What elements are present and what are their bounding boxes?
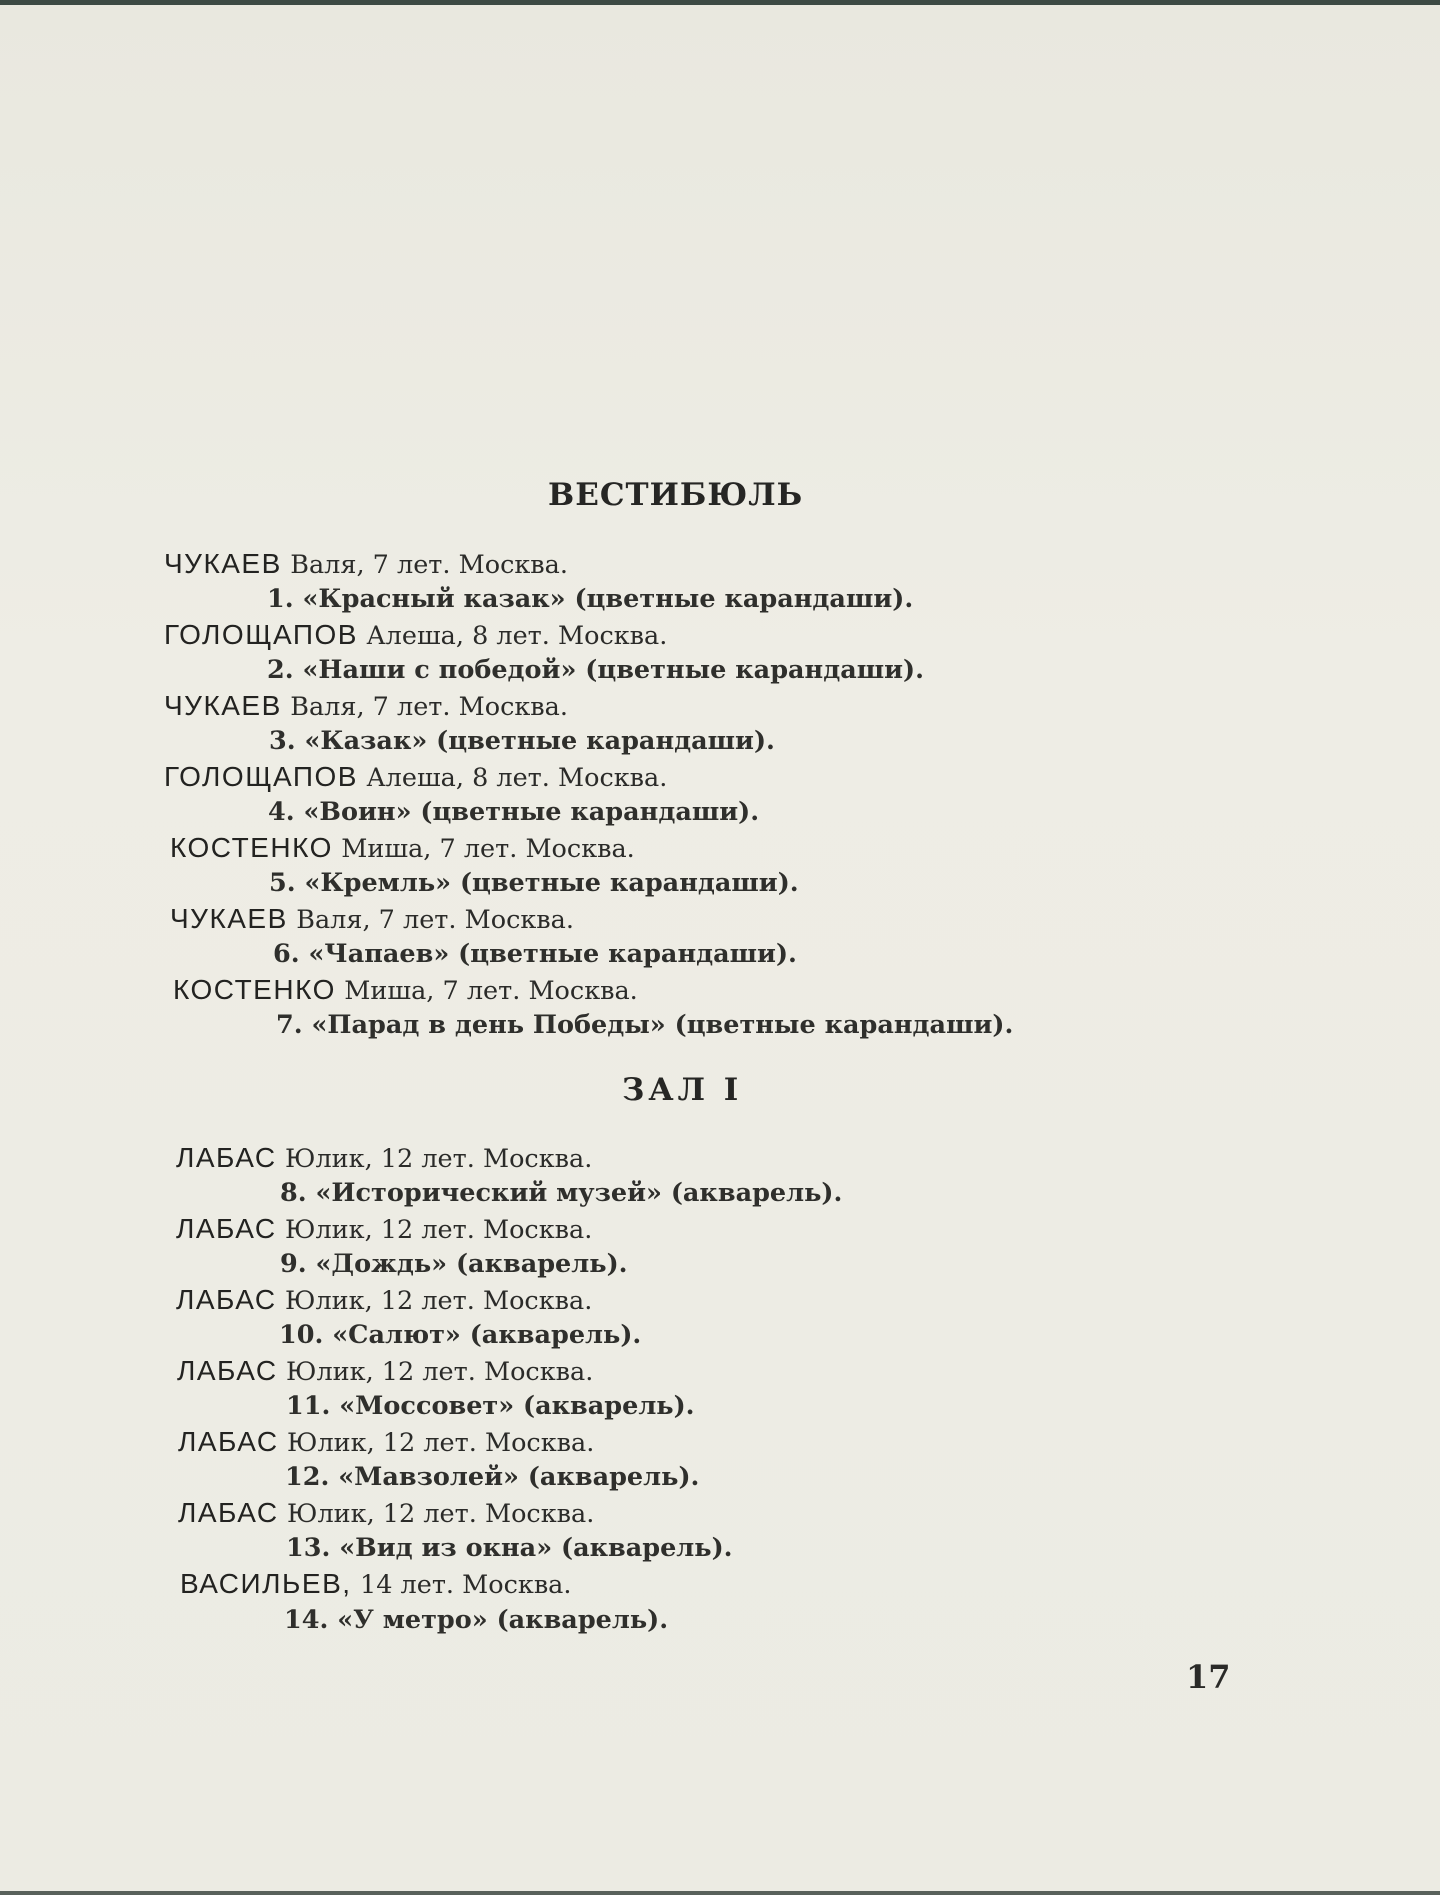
artwork-title: 2. «Наши с победой» (цветные карандаши). <box>267 655 924 685</box>
author-surname: ГОЛОЩАПОВ <box>164 761 358 792</box>
author-surname: ЛАБАС <box>176 1284 277 1315</box>
author-surname: ЧУКАЕВ <box>170 903 288 934</box>
author-line <box>180 1567 572 1602</box>
author-line <box>164 760 667 795</box>
author-details: Юлик, 12 лет. Москва. <box>285 1144 593 1174</box>
author-line <box>178 1496 594 1531</box>
author-line <box>176 1283 592 1318</box>
author-details: Миша, 7 лет. Москва. <box>344 976 638 1006</box>
author-details: Валя, 7 лет. Москва. <box>296 905 574 935</box>
artwork-title: 8. «Исторический музей» (акварель). <box>280 1178 843 1208</box>
author-surname: ЛАБАС <box>178 1426 279 1457</box>
author-surname: ЧУКАЕВ <box>164 548 282 579</box>
artwork-title: 5. «Кремль» (цветные карандаши). <box>269 868 799 898</box>
author-details: Валя, 7 лет. Москва. <box>290 692 568 722</box>
author-line <box>173 973 638 1008</box>
author-line <box>178 1425 594 1460</box>
artwork-title: 10. «Салют» (акварель). <box>279 1320 642 1350</box>
author-details: 14 лет. Москва. <box>359 1570 572 1600</box>
author-details: Алеша, 8 лет. Москва. <box>366 763 668 793</box>
author-details: Алеша, 8 лет. Москва. <box>366 621 668 651</box>
artwork-title: 11. «Моссовет» (акварель). <box>286 1391 695 1421</box>
author-surname: ЛАБАС <box>177 1355 278 1386</box>
author-surname: ЛАБАС <box>176 1142 277 1173</box>
author-line <box>177 1354 593 1389</box>
artwork-title: 14. «У метро» (акварель). <box>284 1605 669 1635</box>
artwork-title: 13. «Вид из окна» (акварель). <box>286 1533 733 1563</box>
artwork-title: 1. «Красный казак» (цветные карандаши). <box>267 584 914 614</box>
artwork-title: 12. «Мавзолей» (акварель). <box>285 1462 700 1492</box>
author-surname: ВАСИЛЬЕВ, <box>180 1568 352 1599</box>
author-surname: ГОЛОЩАПОВ <box>164 619 358 650</box>
artwork-title: 7. «Парад в день Победы» (цветные карандаши). <box>276 1010 1014 1040</box>
artwork-title: 9. «Дождь» (акварель). <box>280 1249 628 1279</box>
artwork-title: 4. «Воин» (цветные карандаши). <box>268 797 760 827</box>
author-line <box>170 831 635 866</box>
author-details: Валя, 7 лет. Москва. <box>290 550 568 580</box>
author-details: Юлик, 12 лет. Москва. <box>287 1499 595 1529</box>
author-details: Юлик, 12 лет. Москва. <box>287 1428 595 1458</box>
author-line <box>164 689 568 724</box>
artwork-title: 3. «Казак» (цветные карандаши). <box>269 726 775 756</box>
section-heading-zal-1: ЗАЛ I <box>622 1072 743 1108</box>
page-number: 17 <box>1186 1658 1231 1696</box>
page-bottom-edge <box>0 1891 1440 1895</box>
author-line <box>176 1141 592 1176</box>
section-heading-vestibul: ВЕСТИБЮЛЬ <box>548 477 804 513</box>
author-line <box>164 618 667 653</box>
author-details: Юлик, 12 лет. Москва. <box>286 1357 594 1387</box>
author-surname: ЛАБАС <box>178 1497 279 1528</box>
author-surname: ЧУКАЕВ <box>164 690 282 721</box>
author-line <box>164 547 568 582</box>
author-surname: ЛАБАС <box>176 1213 277 1244</box>
artwork-title: 6. «Чапаев» (цветные карандаши). <box>273 939 797 969</box>
author-line <box>170 902 574 937</box>
author-details: Юлик, 12 лет. Москва. <box>285 1215 593 1245</box>
author-details: Миша, 7 лет. Москва. <box>341 834 635 864</box>
author-details: Юлик, 12 лет. Москва. <box>285 1286 593 1316</box>
author-line <box>176 1212 592 1247</box>
author-surname: КОСТЕНКО <box>170 832 333 863</box>
author-surname: КОСТЕНКО <box>173 974 336 1005</box>
